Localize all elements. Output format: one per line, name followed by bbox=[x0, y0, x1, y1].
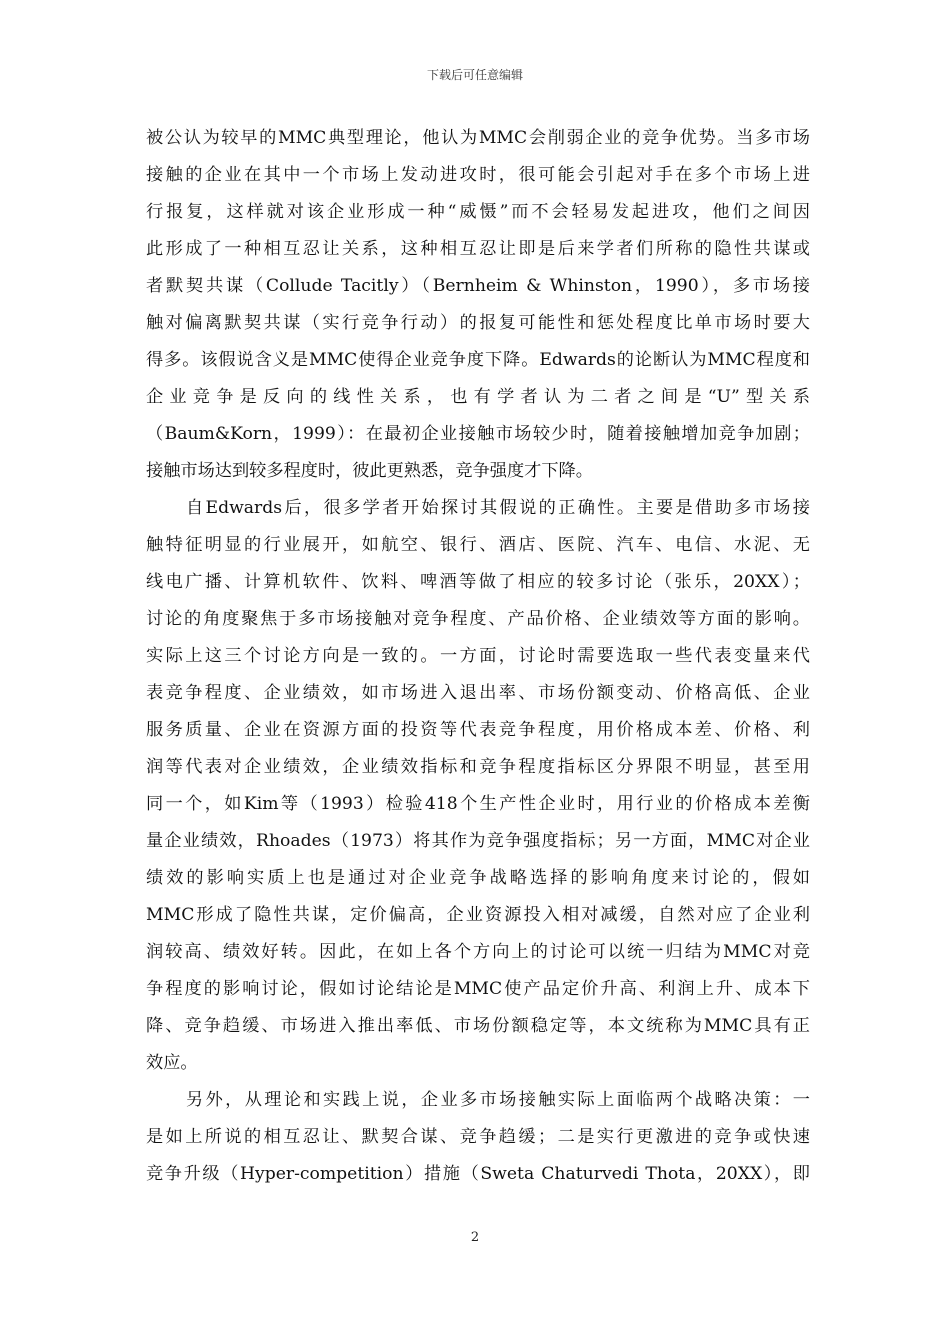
paragraph-2-line: 自Edwards后，很多学者开始探讨其假说的正确性。主要是借助多市场接 bbox=[186, 498, 810, 518]
paragraph-2-line: 绩效的影响实质上也是通过对企业竞争战略选择的影响角度来讨论的，假如 bbox=[146, 868, 810, 888]
paragraph-2-line: 表竞争程度、企业绩效，如市场进入退出率、市场份额变动、价格高低、企业 bbox=[146, 683, 810, 703]
paragraph-1-line: 者默契共谋（Collude Tacitly）（Bernheim & Whinston，1990），多市场接 bbox=[146, 276, 810, 296]
paragraph-1-line: 得多。该假说含义是MMC使得企业竞争度下降。Edwards的论断认为MMC程度和 bbox=[146, 350, 810, 370]
paragraph-2-line: 争程度的影响讨论，假如讨论结论是MMC使产品定价升高、利润上升、成本下 bbox=[146, 979, 810, 999]
paragraph-2-line: MMC形成了隐性共谋，定价偏高，企业资源投入相对减缓，自然对应了企业利 bbox=[146, 905, 810, 925]
paragraph-1-line: 被公认为较早的MMC典型理论，他认为MMC会削弱企业的竞争优势。当多市场 bbox=[146, 128, 810, 148]
page-header: 下载后可任意编辑 bbox=[426, 68, 523, 82]
paragraph-3-line: 是如上所说的相互忍让、默契合谋、竞争趋缓；二是实行更激进的竞争或快速 bbox=[146, 1127, 810, 1147]
paragraph-3-line: 另外，从理论和实践上说，企业多市场接触实际上面临两个战略决策：一 bbox=[186, 1090, 810, 1110]
paragraph-1-line: 行报复，这样就对该企业形成一种“威慑”而不会轻易发起进攻，他们之间因 bbox=[146, 202, 810, 222]
paragraph-2-line: 服务质量、企业在资源方面的投资等代表竞争程度，用价格成本差、价格、利 bbox=[146, 720, 810, 740]
paragraph-1-line: 企业竞争是反向的线性关系，也有学者认为二者之间是“U”型关系 bbox=[146, 387, 810, 407]
page-number: 2 bbox=[470, 1230, 480, 1245]
paragraph-1-line: 触对偏离默契共谋（实行竞争行动）的报复可能性和惩处程度比单市场时要大 bbox=[146, 313, 810, 333]
paragraph-2-line: 润等代表对企业绩效，企业绩效指标和竞争程度指标区分界限不明显，甚至用 bbox=[146, 757, 810, 777]
paragraph-2-line: 线电广播、计算机软件、饮料、啤酒等做了相应的较多讨论（张乐，20XX）； bbox=[146, 572, 810, 592]
paragraph-2-line: 润较高、绩效好转。因此，在如上各个方向上的讨论可以统一归结为MMC对竞 bbox=[146, 942, 810, 962]
paragraph-2-line: 讨论的角度聚焦于多市场接触对竞争程度、产品价格、企业绩效等方面的影响。 bbox=[146, 609, 810, 629]
paragraph-2-line: 效应。 bbox=[146, 1053, 198, 1073]
paragraph-1-line: （Baum&Korn，1999）：在最初企业接触市场较少时，随着接触增加竞争加剧； bbox=[146, 424, 810, 444]
paragraph-1-line: 接触市场达到较多程度时，彼此更熟悉，竞争强度才下降。 bbox=[146, 461, 593, 481]
paragraph-3-line: 竞争升级（Hyper-competition）措施（Sweta Chaturvedi Thota，20XX），即 bbox=[146, 1164, 810, 1184]
paragraph-2-line: 实际上这三个讨论方向是一致的。一方面，讨论时需要选取一些代表变量来代 bbox=[146, 646, 810, 666]
paragraph-2-line: 降、竞争趋缓、市场进入推出率低、市场份额稳定等，本文统称为MMC具有正 bbox=[146, 1016, 810, 1036]
paragraph-1-line: 此形成了一种相互忍让关系，这种相互忍让即是后来学者们所称的隐性共谋或 bbox=[146, 239, 810, 259]
paragraph-2-line: 触特征明显的行业展开，如航空、银行、酒店、医院、汽车、电信、水泥、无 bbox=[146, 535, 810, 555]
body-text bbox=[146, 120, 810, 1193]
paragraph-2-line: 量企业绩效，Rhoades（1973）将其作为竞争强度指标；另一方面，MMC对企业 bbox=[146, 831, 810, 851]
paragraph-2-line: 同一个，如Kim等（1993）检验418个生产性企业时，用行业的价格成本差衡 bbox=[146, 794, 810, 814]
paragraph-1-line: 接触的企业在其中一个市场上发动进攻时，很可能会引起对手在多个市场上进 bbox=[146, 165, 810, 185]
